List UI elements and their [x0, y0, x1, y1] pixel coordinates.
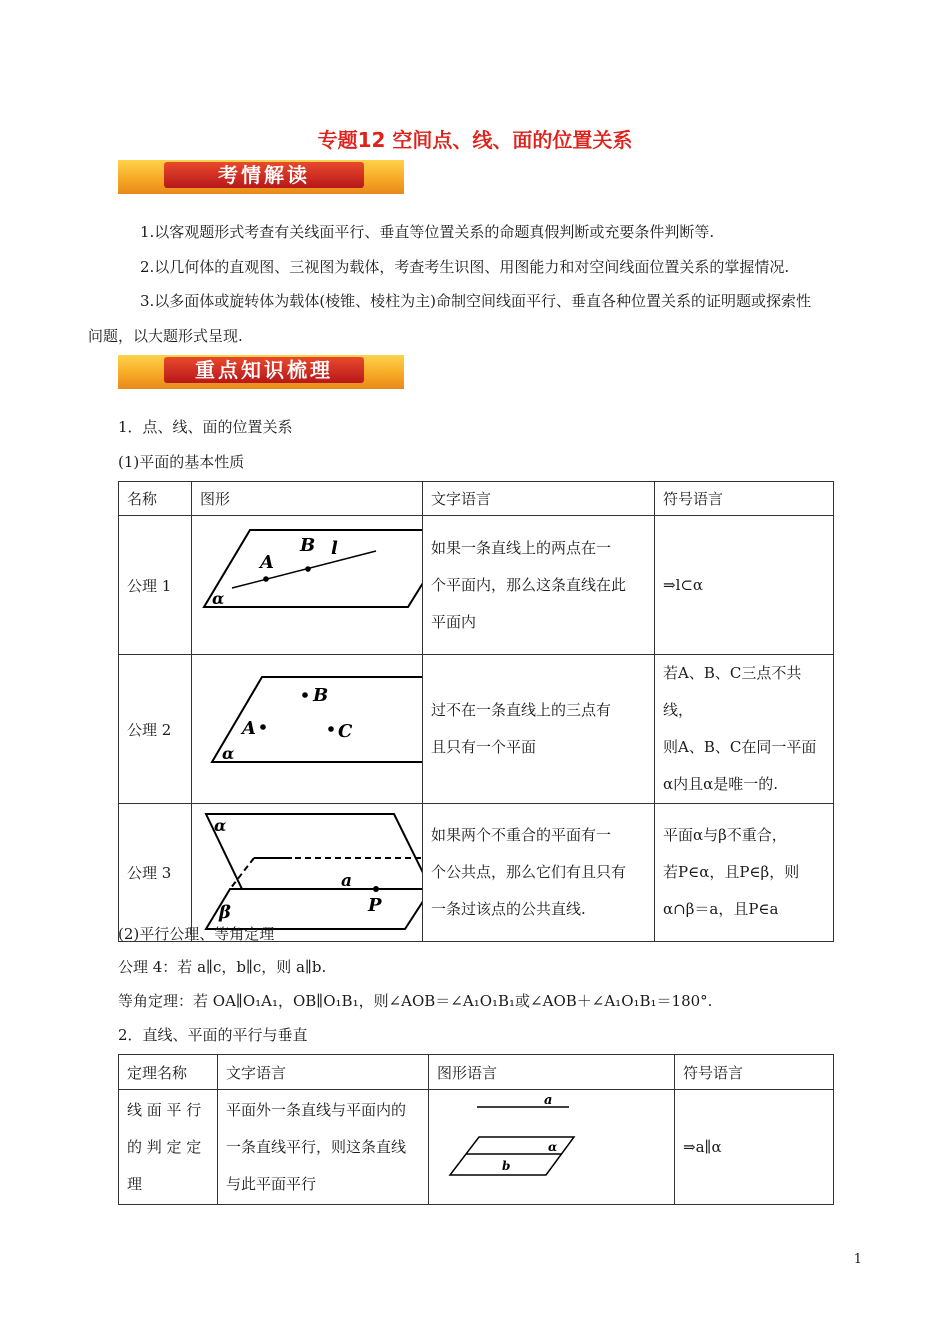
subsection-heading-2: (2)平行公理、等角定理 [118, 925, 275, 943]
point-a-label: A [260, 552, 274, 573]
section-banner-key-knowledge [118, 355, 404, 389]
theorem-name-line: 的 判 定 定 [127, 1137, 202, 1156]
row-name: 公理 2 [119, 655, 192, 804]
intro-line-3: 3.以多面体或旋转体为载体(棱锥、棱柱为主)命制空间线面平行、垂直各种位置关系的证明题或探索性 [140, 292, 812, 310]
figure-cell [192, 516, 423, 655]
plane-alpha-label: α [214, 816, 227, 835]
line-a-label: a [544, 1093, 553, 1108]
symbol-cell [655, 655, 834, 804]
statement-line: 平面外一条直线与平面内的 [226, 1100, 407, 1119]
figure-cell [192, 804, 423, 942]
plane-alpha-label: α [548, 1140, 558, 1154]
subsection-heading-1: (1)平面的基本性质 [118, 453, 245, 471]
symbol-line: 若P∈α，且P∈β，则 [663, 863, 800, 881]
statement-line: 一条过该点的公共直线. [431, 900, 586, 918]
statement-line: 平面内 [431, 612, 477, 631]
figure-cell [192, 655, 423, 804]
symbol-cell: ⇒a∥α [675, 1090, 834, 1205]
table-row [119, 1090, 834, 1205]
statement-line: 过不在一条直线上的三点有 [431, 701, 612, 719]
header-cell: 文字语言 [423, 482, 655, 516]
intro-line-2: 2.以几何体的直观图、三视图为载体，考查考生识图、用图能力和对空间线面位置关系的掌握情况. [140, 258, 790, 276]
header-cell: 文字语言 [218, 1055, 429, 1090]
header-cell: 符号语言 [675, 1055, 834, 1090]
intro-line-1: 1.以客观题形式考查有关线面平行、垂直等位置关系的命题真假判断或充要条件判断等. [140, 223, 715, 241]
statement-line: 个公共点，那么它们有且只有 [431, 863, 627, 881]
symbol-cell [655, 804, 834, 942]
symbol-line: ⇒l⊂α [663, 576, 704, 594]
figure-cell [429, 1090, 675, 1205]
parallel-theorems-table [118, 1054, 834, 1205]
statement-cell [423, 655, 655, 804]
plane-line-figure [192, 516, 422, 650]
point-a-label: A [242, 717, 256, 739]
table-row [119, 804, 834, 942]
statement-line: 且只有一个平面 [431, 738, 537, 756]
table-row [119, 655, 834, 804]
statement-cell [423, 804, 655, 942]
symbol-line: 若A、B、C三点不共线， [663, 664, 802, 719]
header-cell: 定理名称 [119, 1055, 218, 1090]
statement-cell [423, 516, 655, 655]
statement-cell [218, 1090, 429, 1205]
intro-line-4: 问题，以大题形式呈现. [88, 327, 243, 345]
statement-line: 个平面内，那么这条直线在此 [431, 575, 627, 594]
banner-label: 考情解读 [164, 162, 364, 188]
header-cell: 图形 [192, 482, 423, 516]
line-b-label: b [502, 1159, 511, 1173]
equal-angle-theorem: 等角定理：若 OA∥O₁A₁，OB∥O₁B₁，则∠AOB＝∠A₁O₁B₁或∠AOB＋∠A₁O₁B₁＝180°. [118, 992, 713, 1010]
statement-line: 如果两个不重合的平面有一 [431, 826, 612, 844]
section-heading-1: 1．点、线、面的位置关系 [118, 418, 293, 436]
theorem-name-line: 线 面 平 行 [127, 1100, 202, 1119]
header-cell: 符号语言 [655, 482, 834, 516]
plane-alpha-label: α [222, 743, 235, 763]
theorem-name-cell [119, 1090, 218, 1205]
three-points-plane-figure [192, 660, 422, 795]
theorem-name-line: 理 [127, 1174, 143, 1193]
point-b-label: B [313, 684, 329, 706]
table-row [119, 516, 834, 655]
header-cell: 名称 [119, 482, 192, 516]
axioms-table [118, 481, 834, 942]
point-p-label: P [368, 895, 382, 916]
line-a-label: a [341, 871, 353, 891]
row-name: 公理 1 [119, 516, 192, 655]
symbol-line: α内且α是唯一的. [663, 775, 779, 793]
header-cell: 图形语言 [429, 1055, 675, 1090]
statement-line: 如果一条直线上的两点在一 [431, 538, 612, 557]
section-heading-2: 2．直线、平面的平行与垂直 [118, 1026, 308, 1044]
plane-beta-label: β [219, 902, 231, 923]
section-banner-exam-analysis [118, 160, 404, 194]
symbol-line: 则A、B、C在同一平面 [663, 738, 817, 756]
statement-line: 与此平面平行 [226, 1174, 317, 1193]
banner-label: 重点知识梳理 [164, 357, 364, 383]
document-title: 专题12 空间点、线、面的位置关系 [317, 128, 633, 152]
symbol-line: 平面α与β不重合， [663, 826, 787, 844]
axiom-4: 公理 4：若 a∥c，b∥c，则 a∥b. [118, 958, 327, 976]
symbol-cell [655, 516, 834, 655]
row-name: 公理 3 [119, 804, 192, 942]
line-plane-parallel-figure [429, 1090, 674, 1200]
plane-alpha-label: α [212, 589, 225, 608]
intersecting-planes-figure [192, 804, 422, 937]
line-l-label: l [331, 538, 338, 559]
page-number: 1 [853, 1252, 862, 1267]
statement-line: 一条直线平行，则这条直线 [226, 1137, 407, 1156]
point-c-label: C [338, 720, 353, 742]
point-b-label: B [300, 535, 316, 556]
symbol-line: α∩β＝a，且P∈a [663, 900, 779, 918]
